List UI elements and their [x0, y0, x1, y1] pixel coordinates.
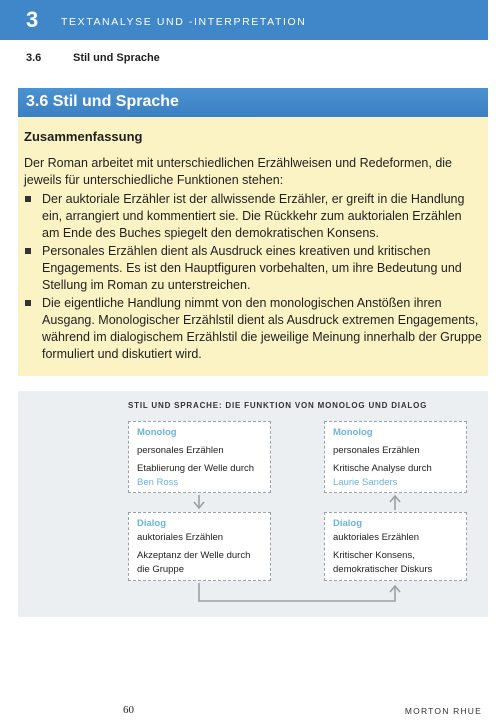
box-text: Akzeptanz der Welle durch — [137, 550, 251, 561]
box-text: Etablierung der Welle durch — [137, 463, 255, 474]
box-heading: Dialog — [333, 518, 363, 529]
box-text: die Gruppe — [137, 564, 185, 575]
box-text: demokratischer Diskurs — [333, 564, 433, 575]
monolog-box-laurie-sanders — [324, 421, 467, 493]
summary-bullet-list — [24, 191, 482, 364]
summary-bullet: Die eigentliche Handlung nimmt von den monologischen Anstößen ihren Ausgang. Monologischer Erzählstil dient als Ausdruck extremen Engagements, während im dialogischem Erzählstil die jeweilige Meinung innerhalb der Gruppe formuliert und diskutiert wird. — [24, 295, 482, 363]
footer-author: MORTON RHUE — [404, 706, 482, 716]
box-highlight-name: Laurie Sanders — [333, 477, 398, 488]
section-title: Stil und Sprache — [73, 52, 160, 64]
box-text: auktoriales Erzählen — [137, 532, 224, 543]
chapter-header-bar — [0, 0, 488, 40]
dialog-box-consensus — [324, 512, 467, 581]
summary-heading: Zusammenfassung — [24, 129, 143, 144]
chapter-title: TEXTANALYSE UND -INTERPRETATION — [61, 16, 307, 28]
box-text: personales Erzählen — [137, 445, 224, 456]
summary-box — [18, 117, 488, 376]
diagram-title: STIL UND SPRACHE: DIE FUNKTION VON MONOLOG UND DIALOG — [128, 401, 428, 410]
summary-intro: Der Roman arbeitet mit unterschiedlichen Erzählweisen und Redeformen, die jeweils für unterschiedliche Funktionen stehen: — [24, 156, 452, 187]
box-text: Kritische Analyse durch — [333, 463, 432, 474]
chapter-number: 3 — [26, 7, 39, 32]
box-highlight-name: Ben Ross — [137, 477, 179, 488]
box-text: Kritischer Konsens, — [333, 550, 415, 561]
box-heading: Monolog — [333, 427, 373, 438]
section-banner — [18, 88, 488, 117]
box-heading: Monolog — [137, 427, 177, 438]
summary-bullet: Personales Erzählen dient als Ausdruck eines kreativen und kritischen Engagements. Es ist den Hauptfiguren vorbehalten, um ihre Bedeutung und Stellung im Roman zu unterstreichen. — [24, 243, 482, 294]
function-diagram — [18, 391, 488, 617]
summary-bullet: Der auktoriale Erzähler ist der allwissende Erzähler, er greift in die Handlung ein, arrangiert und kommentiert sie. Die Rückkehr zum auktorialen Erzählen am Ende des Buches spiegelt den demokratischen Konsens. — [24, 191, 482, 242]
page-number: 60 — [123, 704, 134, 716]
box-heading: Dialog — [137, 518, 167, 529]
dialog-box-group — [128, 512, 271, 581]
section-number: 3.6 — [26, 52, 42, 64]
box-text: personales Erzählen — [333, 445, 420, 456]
box-text: auktoriales Erzählen — [333, 532, 420, 543]
monolog-box-ben-ross — [128, 421, 271, 493]
section-banner-title: 3.6 Stil und Sprache — [26, 93, 179, 110]
